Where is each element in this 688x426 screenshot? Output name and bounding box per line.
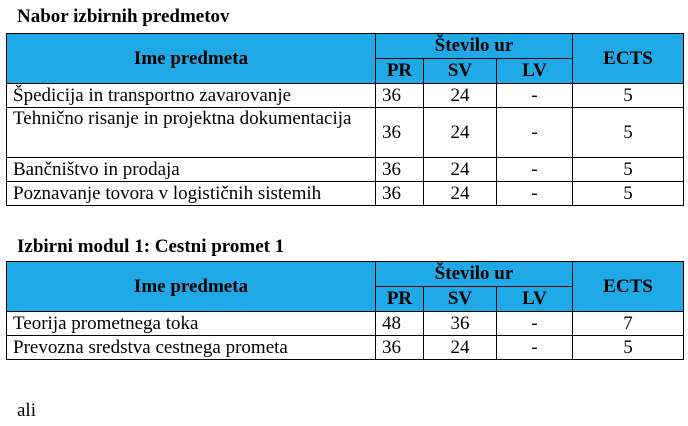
hours-sv: 24: [424, 108, 497, 158]
course-name: Prevozna sredstva cestnega prometa: [7, 336, 376, 360]
column-header-ects: ECTS: [573, 34, 684, 84]
hours-lv: -: [497, 182, 573, 206]
table-row: [7, 312, 684, 336]
column-header-sv: SV: [424, 287, 497, 312]
ects-value: 5: [573, 182, 684, 206]
section-title-electives: Nabor izbirnih predmetov: [17, 6, 230, 27]
hours-sv: 24: [424, 158, 497, 182]
course-name: Poznavanje tovora v logističnih sistemih: [7, 182, 376, 206]
course-name: Tehnično risanje in projektna dokumentacija: [7, 108, 376, 158]
course-name: Bančništvo in prodaja: [7, 158, 376, 182]
ects-value: 7: [573, 312, 684, 336]
column-header-sv: SV: [424, 59, 497, 84]
column-header-hours: Število ur: [376, 34, 573, 59]
electives-table: [6, 33, 684, 206]
table-row: [7, 336, 684, 360]
module-1-table: [6, 261, 684, 360]
hours-sv: 24: [424, 84, 497, 108]
course-name: Špedicija in transportno zavarovanje: [7, 84, 376, 108]
column-header-course-name: Ime predmeta: [7, 262, 376, 312]
section-title-module-1: Izbirni modul 1: Cestni promet 1: [17, 236, 285, 257]
ects-value: 5: [573, 108, 684, 158]
column-header-course-name: Ime predmeta: [7, 34, 376, 84]
column-header-pr: PR: [376, 287, 424, 312]
hours-lv: -: [497, 108, 573, 158]
hours-pr: 36: [376, 158, 424, 182]
column-header-hours: Število ur: [376, 262, 573, 287]
hours-pr: 36: [376, 108, 424, 158]
hours-pr: 48: [376, 312, 424, 336]
hours-pr: 36: [376, 84, 424, 108]
table-row: [7, 158, 684, 182]
hours-sv: 36: [424, 312, 497, 336]
hours-lv: -: [497, 312, 573, 336]
hours-sv: 24: [424, 336, 497, 360]
table-row: [7, 84, 684, 108]
ects-value: 5: [573, 84, 684, 108]
column-header-ects: ECTS: [573, 262, 684, 312]
course-name: Teorija prometnega toka: [7, 312, 376, 336]
hours-lv: -: [497, 158, 573, 182]
ects-value: 5: [573, 158, 684, 182]
hours-lv: -: [497, 84, 573, 108]
footer-text: ali: [17, 400, 36, 421]
hours-lv: -: [497, 336, 573, 360]
hours-pr: 36: [376, 336, 424, 360]
table-row: [7, 182, 684, 206]
table-row: [7, 108, 684, 158]
hours-pr: 36: [376, 182, 424, 206]
hours-sv: 24: [424, 182, 497, 206]
column-header-pr: PR: [376, 59, 424, 84]
ects-value: 5: [573, 336, 684, 360]
column-header-lv: LV: [497, 287, 573, 312]
column-header-lv: LV: [497, 59, 573, 84]
